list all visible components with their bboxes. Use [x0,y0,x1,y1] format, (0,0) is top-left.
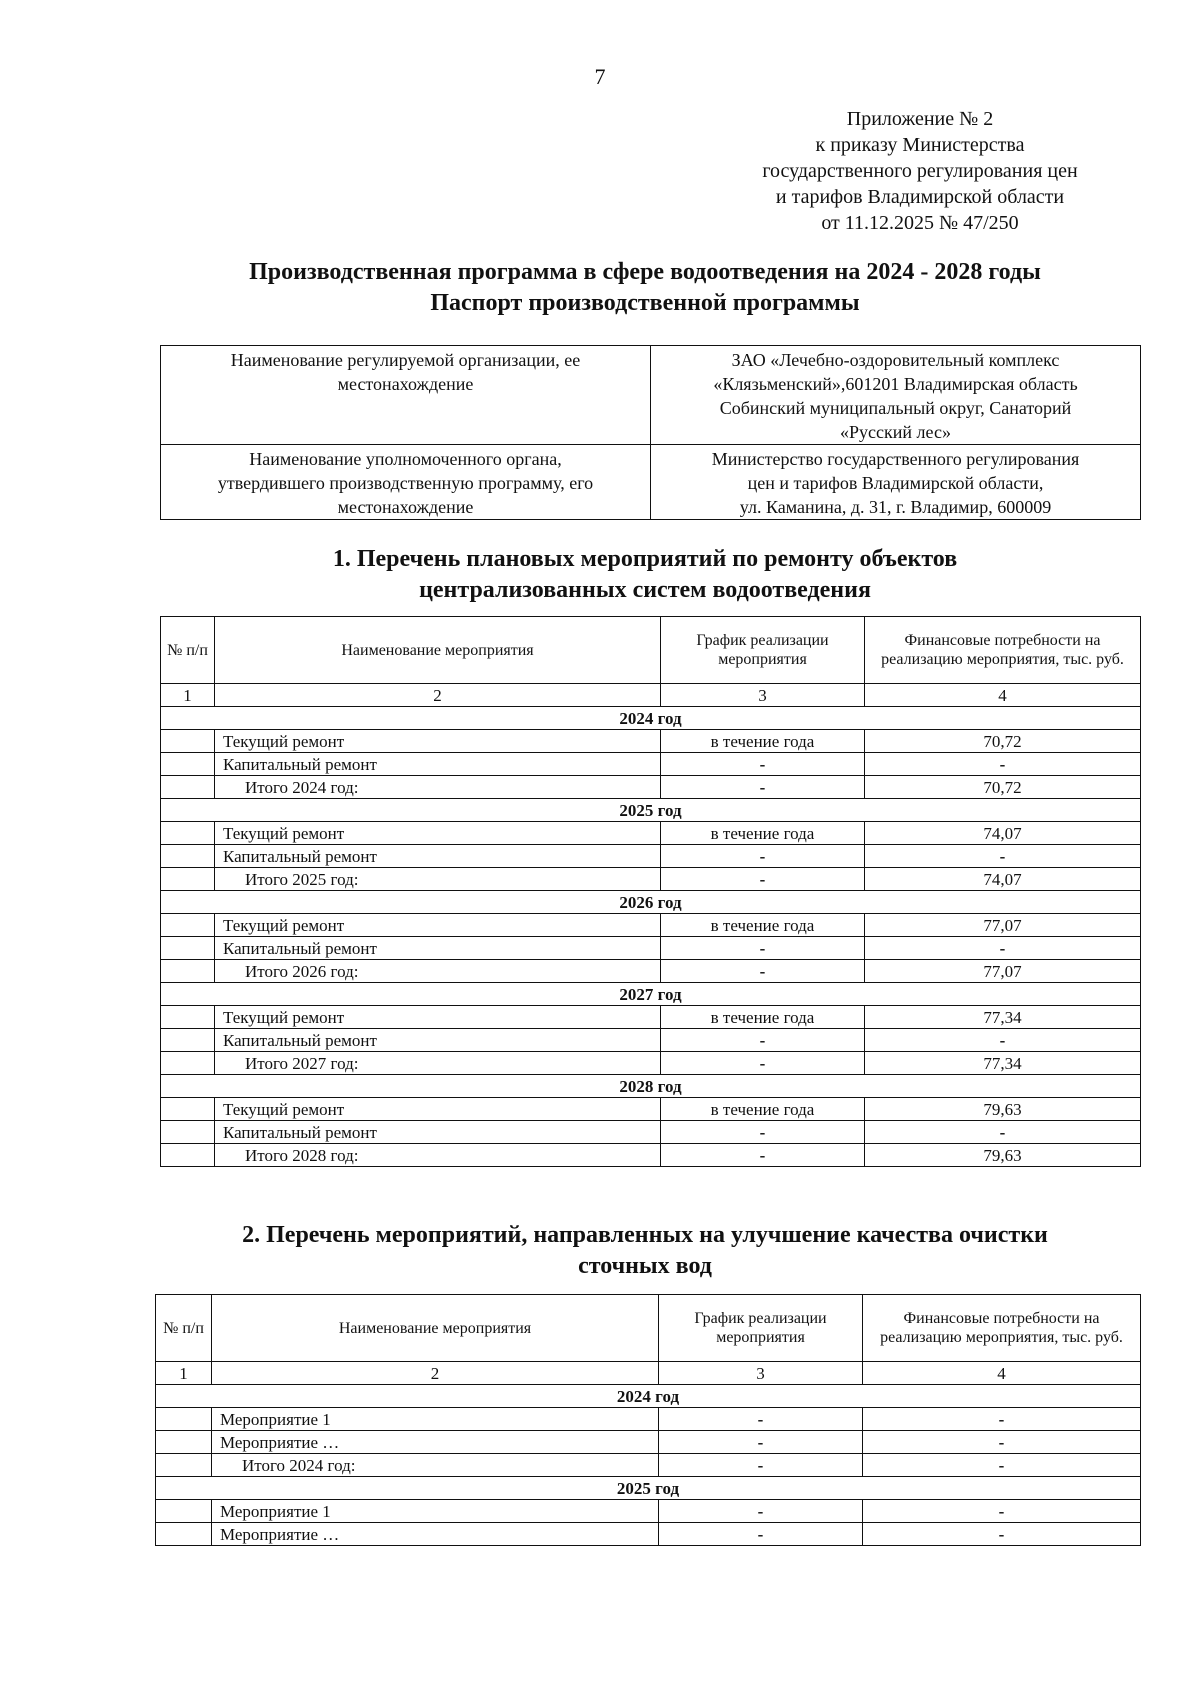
total-row [161,868,1141,891]
finance-header: Финансовые потребности на реализацию мероприятия, тыс. руб. [863,1295,1141,1362]
year-row [156,1385,1141,1408]
schedule-cell: - [661,845,865,868]
total-row [161,960,1141,983]
schedule-cell: - [661,1052,865,1075]
passport-table [160,345,1141,520]
finance-cell: 70,72 [865,776,1141,799]
row-number-cell [161,1144,215,1167]
finance-cell: - [865,937,1141,960]
activity-name: Текущий ремонт [215,822,661,845]
activity-name: Капитальный ремонт [215,753,661,776]
finance-cell: - [865,1029,1141,1052]
page-number: 7 [594,64,606,89]
schedule-header: График реализации мероприятия [661,617,865,684]
table-row [161,753,1141,776]
schedule-cell: - [661,868,865,891]
table-row [161,1098,1141,1121]
table-row [156,1500,1141,1523]
row-number-cell [156,1408,212,1431]
table-row [161,822,1141,845]
cell-line: Собинский муниципальный округ, Санаторий [719,398,1072,418]
repair-plan-table [160,616,1141,1167]
activity-name: Текущий ремонт [215,730,661,753]
table-row [161,1006,1141,1029]
row-number-cell [161,776,215,799]
year-label: 2028 год [161,1075,1141,1098]
finance-cell: - [863,1431,1141,1454]
section2-heading [150,1220,1140,1282]
schedule-cell: в течение года [661,730,865,753]
passport-value-cell [651,346,1141,445]
cell-line: местонахождение [337,497,474,517]
row-number-cell [161,960,215,983]
column-index-row [161,684,1141,707]
activity-name: Капитальный ремонт [215,1029,661,1052]
row-number-cell [161,1098,215,1121]
heading-line: сточных вод [578,1253,712,1279]
cell-line: цен и тарифов Владимирской области, [747,473,1044,493]
schedule-cell: - [661,1029,865,1052]
activity-name: Итого 2024 год: [212,1454,659,1477]
activity-name: Текущий ремонт [215,914,661,937]
activity-name: Капитальный ремонт [215,937,661,960]
table-row [161,937,1141,960]
schedule-cell: в течение года [661,822,865,845]
row-number-cell [161,868,215,891]
year-row [161,707,1141,730]
appendix-line: и тарифов Владимирской области [775,186,1065,208]
finance-cell: 74,07 [865,868,1141,891]
total-row [161,776,1141,799]
total-row [156,1454,1141,1477]
activity-name: Капитальный ремонт [215,1121,661,1144]
finance-cell: 77,07 [865,960,1141,983]
cell-line: ул. Каманина, д. 31, г. Владимир, 600009 [739,497,1052,517]
total-row [161,1144,1141,1167]
header-row [161,617,1141,684]
finance-cell: - [865,753,1141,776]
row-number-cell [161,822,215,845]
schedule-cell: - [661,776,865,799]
section1-heading [150,544,1140,606]
subtitle-line: Паспорт производственной программы [430,290,860,316]
number-header: № п/п [156,1295,212,1362]
schedule-cell: - [659,1431,863,1454]
appendix-line: государственного регулирования цен [762,160,1078,182]
passport-label-cell [161,346,651,445]
row-number-cell [161,1121,215,1144]
finance-cell: 77,34 [865,1052,1141,1075]
title-line: Производственная программа в сфере водоотведения на 2024 - 2028 годы [249,259,1041,285]
row-number-cell [161,1006,215,1029]
column-index-cell: 4 [865,684,1141,707]
column-index-cell: 4 [863,1362,1141,1385]
schedule-cell: - [661,960,865,983]
row-number-cell [156,1431,212,1454]
passport-label-cell [161,445,651,520]
row-number-cell [156,1500,212,1523]
schedule-cell: в течение года [661,1006,865,1029]
appendix-line: Приложение № 2 [846,108,994,130]
table-row [156,1431,1141,1454]
column-index-cell: 2 [215,684,661,707]
heading-line: 2. Перечень мероприятий, направленных на улучшение качества очистки [242,1222,1048,1248]
year-row [161,891,1141,914]
schedule-header: График реализации мероприятия [659,1295,863,1362]
activity-name: Капитальный ремонт [215,845,661,868]
treatment-plan-table [155,1294,1141,1546]
activity-name: Итого 2028 год: [215,1144,661,1167]
appendix-line: от 11.12.2025 № 47/250 [821,212,1019,234]
schedule-cell: - [659,1408,863,1431]
row-number-cell [161,1052,215,1075]
cell-line: местонахождение [337,374,474,394]
schedule-cell: - [661,1121,865,1144]
column-index-cell: 2 [212,1362,659,1385]
finance-cell: - [863,1523,1141,1546]
finance-cell: 74,07 [865,822,1141,845]
cell-line: «Русский лес» [840,422,951,442]
schedule-cell: - [659,1523,863,1546]
year-row [156,1477,1141,1500]
cell-line: Наименование регулируемой организации, ее [230,350,581,370]
cell-line: «Клязьменский»,601201 Владимирская область [713,374,1078,394]
row-number-cell [161,914,215,937]
name-header: Наименование мероприятия [212,1295,659,1362]
year-label: 2024 год [161,707,1141,730]
finance-cell: - [863,1500,1141,1523]
total-row [161,1052,1141,1075]
cell-line: ЗАО «Лечебно-оздоровительный комплекс [731,350,1060,370]
year-row [161,1075,1141,1098]
name-header: Наименование мероприятия [215,617,661,684]
passport-row-organization [161,346,1141,445]
activity-name: Текущий ремонт [215,1098,661,1121]
schedule-cell: - [659,1454,863,1477]
column-index-cell: 1 [156,1362,212,1385]
cell-line: Министерство государственного регулирования [711,449,1080,469]
year-label: 2024 год [156,1385,1141,1408]
cell-line: Наименование уполномоченного органа, [249,449,562,469]
row-number-cell [156,1454,212,1477]
year-label: 2027 год [161,983,1141,1006]
passport-row-authority [161,445,1141,520]
row-number-cell [161,845,215,868]
row-number-cell [161,753,215,776]
activity-name: Мероприятие 1 [212,1500,659,1523]
year-row [161,799,1141,822]
activity-name: Мероприятие 1 [212,1408,659,1431]
activity-name: Мероприятие … [212,1523,659,1546]
finance-cell: - [865,1121,1141,1144]
column-index-cell: 3 [661,684,865,707]
column-index-cell: 3 [659,1362,863,1385]
row-number-cell [161,1029,215,1052]
activity-name: Итого 2026 год: [215,960,661,983]
appendix-note [700,106,1140,236]
activity-name: Итого 2027 год: [215,1052,661,1075]
header-row [156,1295,1141,1362]
column-index-row [156,1362,1141,1385]
table-row [161,730,1141,753]
finance-cell: 79,63 [865,1144,1141,1167]
table-row [161,845,1141,868]
document-title [150,257,1140,319]
heading-line: 1. Перечень плановых мероприятий по ремонту объектов [332,546,958,572]
table-row [161,1029,1141,1052]
table-row [156,1408,1141,1431]
cell-line: утвердившего производственную программу, его [217,473,594,493]
appendix-line: к приказу Министерства [815,134,1025,156]
finance-cell: - [863,1454,1141,1477]
row-number-cell [161,730,215,753]
finance-cell: 70,72 [865,730,1141,753]
table-row [161,914,1141,937]
year-row [161,983,1141,1006]
finance-cell: 77,07 [865,914,1141,937]
finance-cell: - [865,845,1141,868]
table-row [156,1523,1141,1546]
schedule-cell: - [661,937,865,960]
heading-line: централизованных систем водоотведения [419,577,871,603]
passport-value-cell [651,445,1141,520]
activity-name: Итого 2024 год: [215,776,661,799]
schedule-cell: - [659,1500,863,1523]
year-label: 2026 год [161,891,1141,914]
row-number-cell [156,1523,212,1546]
finance-header: Финансовые потребности на реализацию мероприятия, тыс. руб. [865,617,1141,684]
finance-cell: 77,34 [865,1006,1141,1029]
schedule-cell: в течение года [661,1098,865,1121]
schedule-cell: - [661,1144,865,1167]
activity-name: Итого 2025 год: [215,868,661,891]
schedule-cell: - [661,753,865,776]
number-header: № п/п [161,617,215,684]
column-index-cell: 1 [161,684,215,707]
finance-cell: - [863,1408,1141,1431]
activity-name: Мероприятие … [212,1431,659,1454]
table-row [161,1121,1141,1144]
activity-name: Текущий ремонт [215,1006,661,1029]
year-label: 2025 год [161,799,1141,822]
finance-cell: 79,63 [865,1098,1141,1121]
row-number-cell [161,937,215,960]
schedule-cell: в течение года [661,914,865,937]
year-label: 2025 год [156,1477,1141,1500]
